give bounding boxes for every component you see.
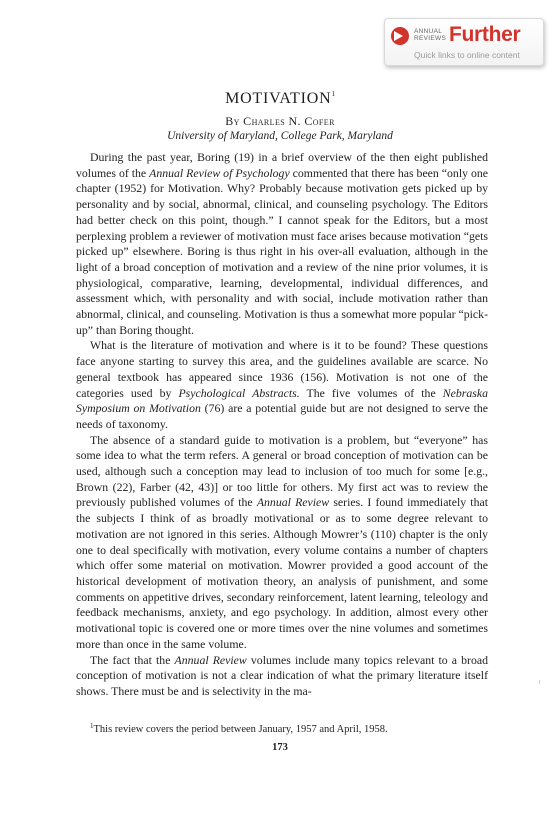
play-arrow-icon xyxy=(391,27,409,45)
page-number: 173 xyxy=(272,742,288,753)
title-footnote-mark: 1 xyxy=(331,90,335,98)
further-badge[interactable] xyxy=(384,18,544,66)
body-paragraph: During the past year, Boring (19) in a brief overview of the then eight published volumes of the Annual Review of Psychology commented that there has been “only one chapter (1952) for Motivation. Why? Probably because motivation gets picked up by personality and by social, abnormal, clinical, and counseling psychology. The Editors had better check on this point, though.” I cannot speak for the Editors, but a most perplexing problem a reviewer of motivation must face arises because motivation “gets picked up” elsewhere. Boring is thus right in his over-all evaluation, although in the light of a broad conception of motivation and a review of the nine prior volumes, it is physiological, comparative, learning, developmental, individual differences, and assessment which, with personality and with social, include motivation rather than abnormal, clinical, and counseling. Motivation is thus a somewhat more popular “pick-up” than Boring thought. xyxy=(76,150,488,337)
footnote: $^1$This review covers the period between January, 1957 and April, 1958. xyxy=(90,722,388,735)
article-title: MOTIVATION$^1$ xyxy=(225,90,335,107)
author-line: By Charles N. Cofer xyxy=(225,114,335,128)
body-paragraph: What is the literature of motivation and where is it to be found? These questions face anyone starting to survey this area, and the guidelines available are scarce. No general textbook has appeared since 1936 (156). Motivation is not one of the categories used by Psychological Abstracts. The five volumes of the Nebraska Symposium on Motivation (76) are a potential guide but are not designed to serve the needs of taxonomy. xyxy=(76,338,488,431)
edge-mark xyxy=(539,680,540,684)
further-tagline: Quick links to online content xyxy=(414,50,520,60)
article-body xyxy=(76,150,488,700)
body-paragraph: The fact that the Annual Review volumes include many topics relevant to a broad conception of motivation is not a clear indication of what the primary literature itself shows. There must be and is selectivity in the ma- xyxy=(76,652,488,698)
annual-reviews-logo: ANNUAL REVIEWS xyxy=(414,28,447,42)
further-label: Further xyxy=(449,23,521,46)
body-paragraph: The absence of a standard guide to motivation is a problem, but “everyone” has some idea to what the term refers. A general or broad conception of motivation can be used, although such a conception may lead to inclusion of too much for some [e.g., Brown (22), Farber (42, 43)] or too little for others. My first act was to review the previously published volumes of the Annual Review series. I found immediately that the subjects I think of as broadly motivational or as to some degree relevant to motivation are not ignored in this series. Although Mowrer’s (110) chapter is the only one to deal specifically with motivation, every volume contains a number of chapters which offer some material on motivation. Mowrer provided a good account of the historical development of motivation theory, an analysis of punishment, and some comments on appetitive drives, secondary reinforcement, latent learning, teleology and feedback mechanisms, anxiety, and ego psychology. In addition, almost every other motivational topic is covered one or more times over the nine volumes and sometimes more than once in the same volume. xyxy=(76,432,488,651)
affiliation: University of Maryland, College Park, Maryland xyxy=(167,130,393,142)
